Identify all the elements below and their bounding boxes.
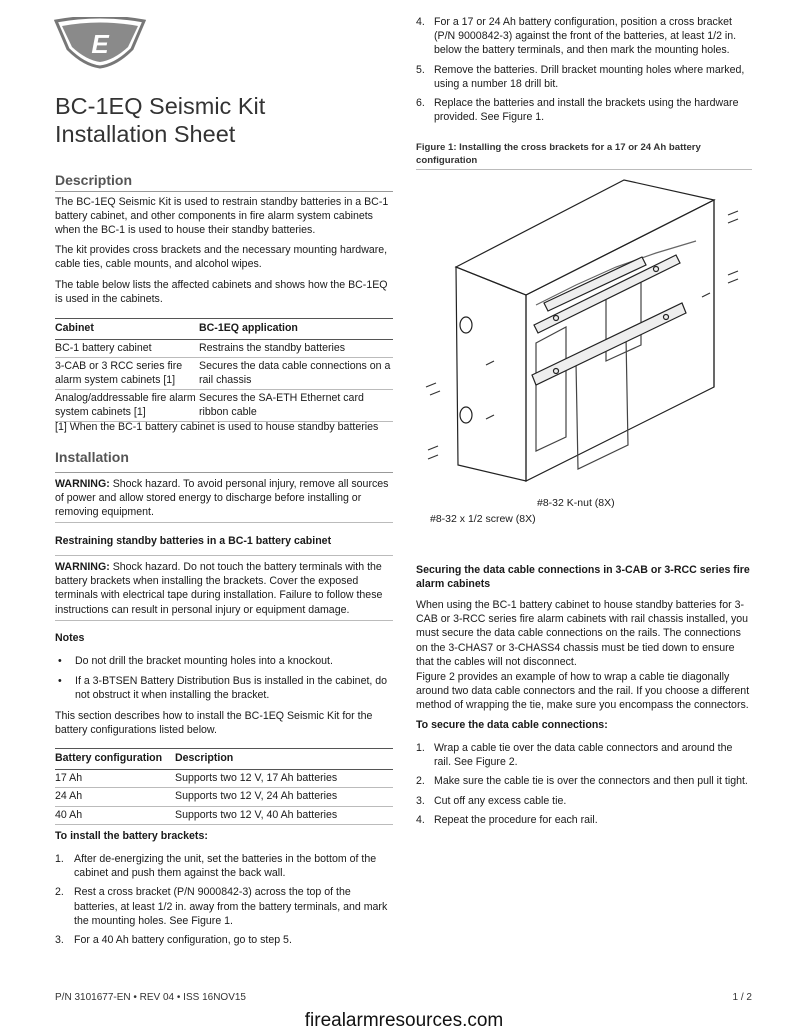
warning-text: Shock hazard. To avoid personal injury, remove all sources of power and allow stored energy to discharge before installing or removing equipment. (55, 478, 389, 519)
table-row (55, 339, 393, 358)
knut-label: #8-32 K-nut (8X) (537, 497, 615, 509)
description-rule (55, 191, 393, 192)
shield-logo-icon (52, 17, 148, 69)
step-number: 5. (416, 63, 425, 76)
application-col-header: BC-1EQ application (199, 319, 393, 340)
cabinet-table-header (55, 319, 393, 340)
step-number: 2. (55, 886, 64, 899)
step-text: Make sure the cable tie is over the connectors and then pull it tight. (434, 775, 748, 788)
step-number: 3. (55, 934, 64, 947)
footer-part-number: P/N 3101677-EN • REV 04 • ISS 16NOV15 (55, 992, 246, 1003)
description-paragraph-1: The BC-1EQ Seismic Kit is used to restrain standby batteries in a BC-1 battery cabinet, and other components in fire alarm system cabinets when the BC-1 is used to house their standby batteries. (55, 196, 389, 237)
description-paragraph-3: The table below lists the affected cabinets and shows how the BC-1EQ is used in the cabinets. (55, 279, 388, 306)
installation-rule (55, 472, 393, 473)
note-text: Do not drill the bracket mounting holes into a knockout. (75, 655, 333, 667)
step-number: 6. (416, 97, 425, 110)
table-cell: Supports two 12 V, 40 Ah batteries (175, 806, 393, 825)
description-heading: Description (55, 172, 133, 188)
data-cable-paragraph-1: When using the BC-1 battery cabinet to house standby batteries for 3-CAB or 3-RCC series fire alarm cabinets with rail chassis installed, you must secure the data cable connections on the rails. The connections on the 3-CHAS7 or 3-CHASS4 chassis must be tied down to ensure that the cables will not disconnect. (416, 599, 749, 668)
list-item (416, 774, 752, 788)
step-text: Cut off any excess cable tie. (434, 794, 567, 807)
bullet: • (58, 675, 62, 688)
data-cable-heading: Securing the data cable connections in 3-CAB or 3-RCC series fire alarm cabinets (416, 564, 750, 590)
footer-page-number: 1 / 2 (732, 992, 752, 1003)
battery-1 (536, 327, 566, 451)
cabinet-table-footnote: [1] When the BC-1 battery cabinet is used to house standby batteries (55, 421, 379, 433)
list-item (55, 852, 393, 880)
step-text: Remove the batteries. Drill bracket mounting holes where marked, using a number 18 drill bit. (434, 63, 745, 90)
step-text: Rest a cross bracket (P/N 9000842-3) across the top of the batteries, at least 1/2 in. away from the battery terminals, and mark the mounting holes. See Figure 1. (74, 886, 388, 927)
step-number: 3. (416, 794, 425, 807)
step-text: Replace the batteries and install the brackets using the hardware provided. See Figure 1. (434, 97, 739, 124)
table-cell: Secures the data cable connections on a rail chassis (199, 358, 393, 390)
figure1-rule (416, 169, 752, 170)
figure1-caption: Figure 1: Installing the cross brackets for a 17 or 24 Ah battery configuration (416, 142, 701, 166)
data-cable-paragraph-2: Figure 2 provides an example of how to wrap a cable tie diagonally around two data cable connectors and the rail. If you choose a different method of wrapping the tie, make sure you encompass the connectors. (416, 671, 750, 712)
table-cell: Supports two 12 V, 17 Ah batteries (175, 769, 393, 788)
warning-shock-hazard (55, 477, 393, 520)
figure1-illustration (416, 175, 756, 530)
cabinet-table (55, 318, 393, 422)
screws-right (702, 211, 738, 297)
list-item (416, 741, 752, 769)
table-cell: Analog/addressable fire alarm system cabinets [1] (55, 390, 199, 422)
table-cell: 40 Ah (55, 806, 175, 825)
note-text: If a 3-BTSEN Battery Distribution Bus is installed in the cabinet, do not obstruct it when installing the bracket. (75, 675, 388, 702)
step-number: 1. (416, 742, 425, 754)
step-text: For a 40 Ah battery configuration, go to step 5. (74, 934, 292, 947)
step-text: For a 17 or 24 Ah battery configuration, position a cross bracket (P/N 9000842-3) against the front of the batteries, at least 1/2 in. below the battery terminals, and then mark the mounting holes. (434, 16, 737, 57)
description-paragraph-2: The kit provides cross brackets and the necessary mounting hardware, cable ties, cable mounts, and alcohol wipes. (55, 244, 388, 271)
screw-label: #8-32 x 1/2 screw (8X) (430, 513, 536, 525)
warning2-rule (55, 620, 393, 621)
notes-heading: Notes (55, 632, 85, 644)
section-intro: This section describes how to install the BC-1EQ Seismic Kit for the battery configurations listed below. (55, 710, 373, 737)
table-cell: Restrains the standby batteries (199, 339, 393, 358)
restraining-rule (55, 555, 393, 556)
battery-desc-col-header: Description (175, 749, 393, 770)
battery-cabinet-drawing (416, 175, 756, 530)
table-cell: 17 Ah (55, 769, 175, 788)
list-item (416, 813, 752, 827)
logo-letter: E (91, 29, 109, 59)
table-row (55, 769, 393, 788)
install-brackets-heading: To install the battery brackets: (55, 830, 208, 842)
install-steps-left (55, 852, 393, 947)
step-number: 1. (55, 853, 64, 865)
notes-list (55, 654, 393, 703)
secure-connections-heading: To secure the data cable connections: (416, 719, 608, 731)
table-cell: 24 Ah (55, 788, 175, 807)
restraining-heading: Restraining standby batteries in a BC-1 battery cabinet (55, 535, 332, 547)
list-item (416, 15, 752, 58)
warning-rule (55, 522, 393, 523)
step-number: 2. (416, 775, 425, 788)
table-row (55, 806, 393, 825)
data-cable-steps (416, 741, 752, 827)
warning-label: WARNING: (55, 478, 110, 490)
battery-config-col-header: Battery configuration (55, 749, 175, 770)
battery-table (55, 748, 393, 825)
step-text: After de-energizing the unit, set the batteries in the bottom of the cabinet and push them against the back wall. (74, 853, 377, 880)
cabinet-left-side (456, 267, 526, 481)
install-steps-right (416, 15, 752, 124)
list-item (416, 63, 752, 91)
list-item (55, 674, 393, 702)
installation-heading: Installation (55, 449, 129, 465)
table-cell: 3-CAB or 3 RCC series fire alarm system cabinets [1] (55, 358, 199, 390)
table-cell: Supports two 12 V, 24 Ah batteries (175, 788, 393, 807)
page-title: BC-1EQ Seismic Kit Installation Sheet (55, 93, 266, 147)
list-item (416, 96, 752, 124)
warning2-label: WARNING: (55, 561, 110, 573)
table-row (55, 358, 393, 390)
bullet: • (58, 655, 62, 667)
step-number: 4. (416, 16, 425, 28)
step-text: Wrap a cable tie over the data cable connectors and around the rail. See Figure 2. (434, 742, 733, 769)
warning-battery-terminals (55, 560, 393, 617)
table-cell: BC-1 battery cabinet (55, 339, 199, 358)
warning2-text: Shock hazard. Do not touch the battery terminals with the battery brackets when installing the brackets. Cover the exposed terminals with electrical tape during installation. Failure to follow these instructions can result in personal injury or equipment damage. (55, 561, 383, 616)
step-number: 4. (416, 813, 425, 826)
watermark-website: firealarmresources.com (304, 1010, 504, 1031)
cabinet-col-header: Cabinet (55, 319, 199, 340)
knockout (460, 407, 472, 423)
table-cell: Secures the SA-ETH Ethernet card ribbon cable (199, 390, 393, 422)
list-item (416, 794, 752, 808)
table-row (55, 788, 393, 807)
cabinet-top (456, 180, 714, 295)
screws-left (426, 361, 494, 459)
battery-table-header (55, 749, 393, 770)
step-text: Repeat the procedure for each rail. (434, 813, 598, 826)
list-item (55, 654, 393, 668)
table-row (55, 390, 393, 422)
company-logo (52, 17, 148, 69)
knockout (460, 317, 472, 333)
list-item (55, 933, 393, 947)
list-item (55, 885, 393, 928)
